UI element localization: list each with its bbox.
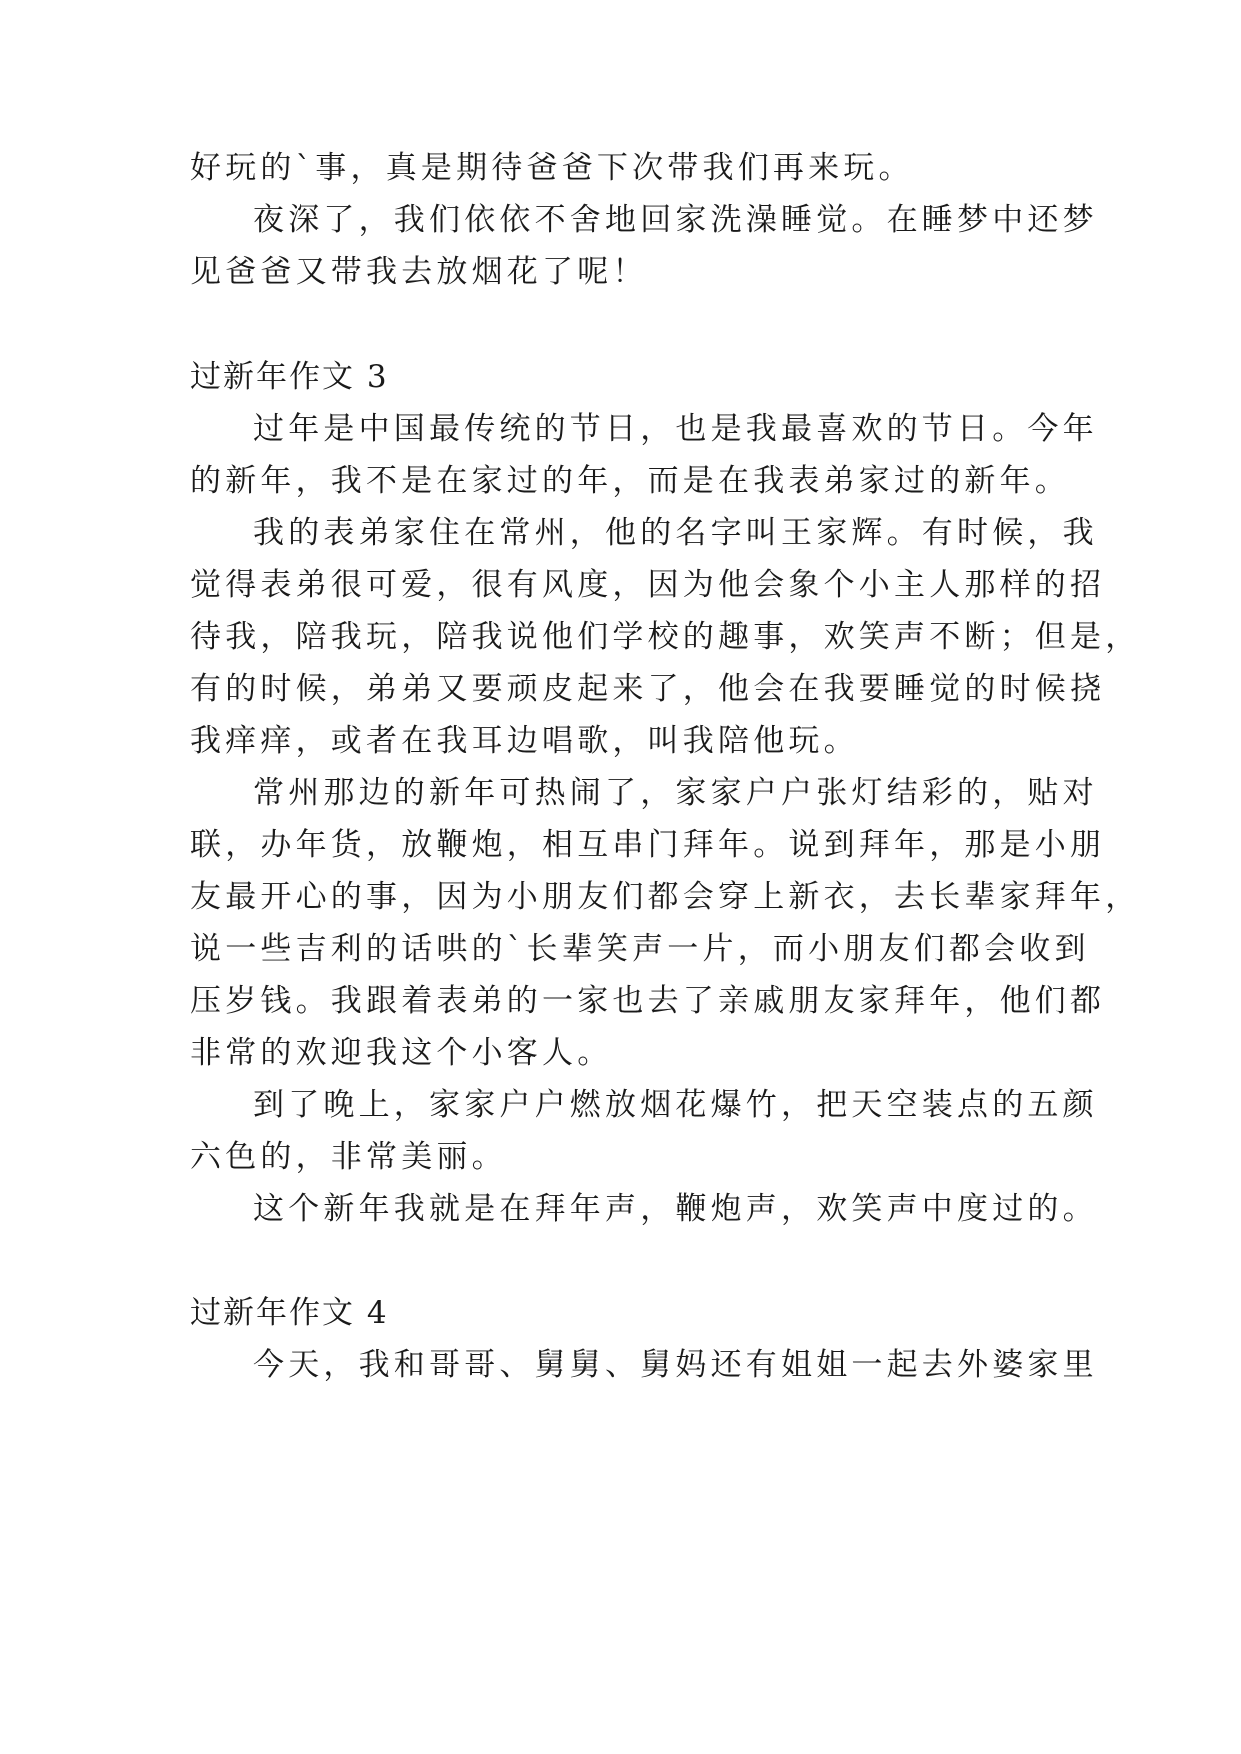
paragraph-line: 友最开心的事，因为小朋友们都会穿上新衣，去长辈家拜年， (190, 879, 1141, 915)
paragraph-line: 六色的，非常美丽。 (190, 1139, 507, 1175)
paragraph-line: 见爸爸又带我去放烟花了呢！ (190, 254, 648, 290)
paragraph-line: 联，办年货，放鞭炮，相互串门拜年。说到拜年，那是小朋 (190, 827, 1106, 863)
paragraph-line: 到了晚上，家家户户燃放烟花爆竹，把天空装点的五颜 (253, 1087, 1098, 1123)
paragraph-line: 我的表弟家住在常州，他的名字叫王家辉。有时候，我 (253, 515, 1098, 551)
paragraph-line: 压岁钱。我跟着表弟的一家也去了亲戚朋友家拜年，他们都 (190, 983, 1106, 1019)
paragraph-line: 好玩的`事，真是期待爸爸下次带我们再来玩。 (190, 150, 914, 186)
paragraph-line: 待我，陪我玩，陪我说他们学校的趣事，欢笑声不断；但是， (190, 619, 1141, 655)
essay-3-title: 过新年作文 3 (190, 359, 389, 395)
paragraph-line: 有的时候，弟弟又要顽皮起来了，他会在我要睡觉的时候挠 (190, 671, 1106, 707)
paragraph-line: 过年是中国最传统的节日，也是我最喜欢的节日。今年 (253, 411, 1098, 447)
paragraph-line: 非常的欢迎我这个小客人。 (190, 1035, 613, 1071)
paragraph-line: 这个新年我就是在拜年声，鞭炮声，欢笑声中度过的。 (253, 1191, 1098, 1227)
paragraph-line: 的新年，我不是在家过的年，而是在我表弟家过的新年。 (190, 463, 1070, 499)
paragraph-line: 常州那边的新年可热闹了，家家户户张灯结彩的，贴对 (253, 775, 1098, 811)
paragraph-line: 今天，我和哥哥、舅舅、舅妈还有姐姐一起去外婆家里 (253, 1347, 1098, 1383)
paragraph-line: 觉得表弟很可爱，很有风度，因为他会象个小主人那样的招 (190, 567, 1106, 603)
paragraph-line: 夜深了，我们依依不舍地回家洗澡睡觉。在睡梦中还梦 (253, 202, 1098, 238)
paragraph-line: 我痒痒，或者在我耳边唱歌，叫我陪他玩。 (190, 723, 859, 759)
paragraph-line: 说一些吉利的话哄的`长辈笑声一片，而小朋友们都会收到 (190, 931, 1090, 967)
essay-4-title: 过新年作文 4 (190, 1295, 389, 1331)
